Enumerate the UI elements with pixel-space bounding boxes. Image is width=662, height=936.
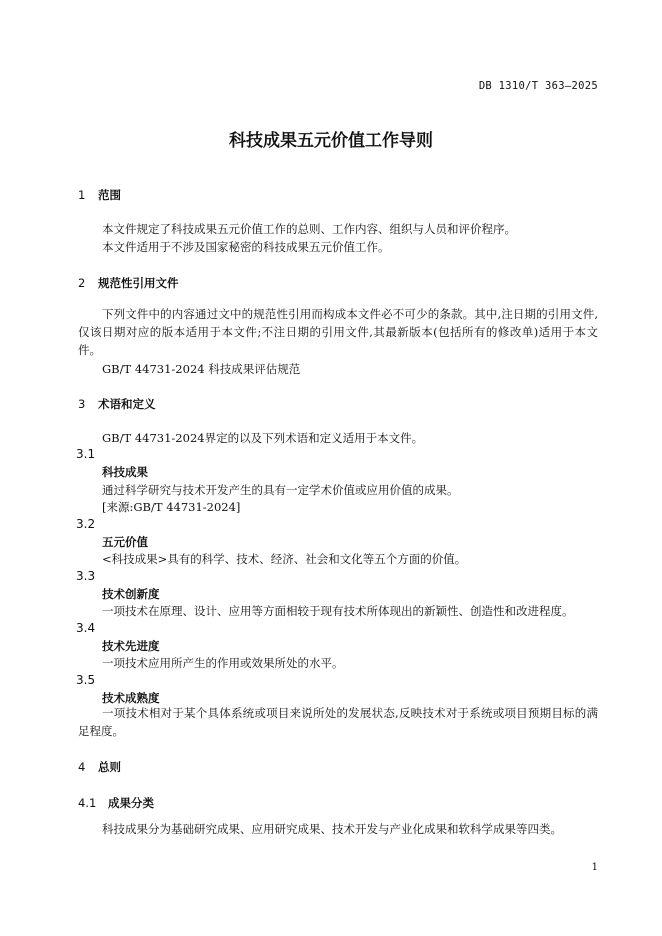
section-number: 3 — [78, 397, 86, 411]
term-number: 3.5 — [76, 673, 96, 687]
section-title: 术语和定义 — [98, 397, 156, 411]
normative-reference: GB/T 44731-2024 科技成果评估规范 — [102, 362, 301, 376]
section-3-heading — [78, 396, 156, 412]
paragraph: 本文件规定了科技成果五元价值工作的总则、工作内容、组织与人员和评价程序。 — [102, 222, 516, 236]
term-name: 科技成果 — [102, 465, 148, 479]
paragraph: 下列文件中的内容通过文中的规范性引用而构成本文件必不可少的条款。其中,注日期的引用文件,仅该日期对应的版本适用于本文件;不注日期的引用文件,其最新版本(包括所有的修改单)适用于本文件。 — [78, 307, 598, 357]
section-number: 2 — [78, 276, 86, 290]
term-definition: 一项技术在原理、设计、应用等方面相较于现有技术所体现出的新颖性、创造性和改进程度。 — [102, 604, 574, 618]
section-2-heading — [78, 275, 179, 291]
section-number: 1 — [78, 188, 86, 202]
term-number: 3.3 — [76, 569, 96, 583]
paragraph: GB/T 44731-2024界定的以及下列术语和定义适用于本文件。 — [102, 431, 424, 445]
paragraph: 本文件适用于不涉及国家秘密的科技成果五元价值工作。 — [102, 240, 390, 254]
page-number: 1 — [591, 862, 598, 873]
term-source: [来源:GB/T 44731-2024] — [102, 500, 241, 514]
section-title: 范围 — [98, 188, 121, 202]
term-name: 技术成熟度 — [102, 691, 160, 705]
term-number: 3.2 — [76, 517, 96, 531]
term-number: 3.4 — [76, 621, 96, 635]
subsection-number: 4.1 — [78, 796, 97, 810]
term-name: 技术先进度 — [102, 639, 160, 653]
paragraph: 科技成果分为基础研究成果、应用研究成果、技术开发与产业化成果和软科学成果等四类。 — [102, 822, 562, 836]
section-title: 规范性引用文件 — [98, 276, 179, 290]
document-code: DB 1310/T 363—2025 — [478, 80, 598, 92]
term-definition: <科技成果>具有的科学、技术、经济、社会和文化等五个方面的价值。 — [102, 552, 467, 566]
term-definition: 一项技术应用所产生的作用或效果所处的水平。 — [102, 656, 344, 670]
term-name: 五元价值 — [102, 535, 148, 549]
section-title: 总则 — [98, 760, 121, 774]
term-number: 3.1 — [76, 447, 96, 461]
section-4-heading — [78, 759, 121, 775]
section-number: 4 — [78, 760, 86, 774]
subsection-title: 成果分类 — [108, 796, 154, 810]
term-name: 技术创新度 — [102, 587, 160, 601]
subsection-4-1-heading — [78, 795, 154, 811]
term-definition: 通过科学研究与技术开发产生的具有一定学术价值或应用价值的成果。 — [102, 483, 459, 497]
term-definition: 一项技术相对于某个具体系统或项目来说所处的发展状态,反映技术对于系统或项目预期目标的满足程度。 — [78, 706, 598, 738]
section-1-heading — [78, 187, 121, 203]
document-title: 科技成果五元价值工作导则 — [229, 131, 433, 151]
